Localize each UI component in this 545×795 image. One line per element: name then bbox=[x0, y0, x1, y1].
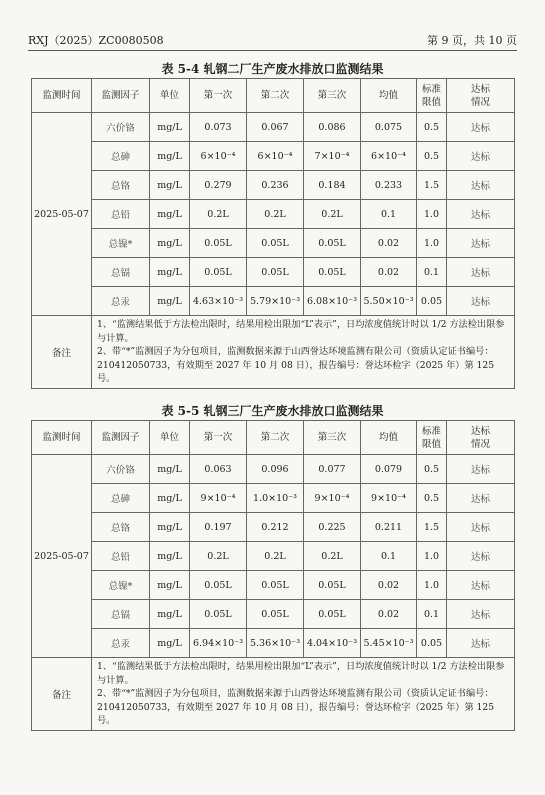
note-line-1: 1、“监测结果低于方法检出限时，结果用检出限加“L”表示”，日均浓度值统计时以 1/2 方法检出限参与计算。 bbox=[97, 319, 505, 344]
table-cell: 总镉 bbox=[92, 600, 150, 629]
column-header: 监测因子 bbox=[92, 421, 150, 455]
table-cell: 0.2L bbox=[304, 200, 361, 229]
table-cell: 0.5 bbox=[417, 142, 447, 171]
table-cell: 0.2L bbox=[247, 542, 304, 571]
table2-title: 表 5-5 轧钢三厂生产废水排放口监测结果 bbox=[161, 404, 384, 418]
table-cell: 总汞 bbox=[92, 629, 150, 658]
table-cell: 达标 bbox=[447, 113, 515, 142]
note-row bbox=[32, 316, 515, 389]
table-cell: 1.5 bbox=[417, 513, 447, 542]
note-row bbox=[32, 658, 515, 731]
table-cell: mg/L bbox=[150, 229, 190, 258]
table-cell: 0.1 bbox=[361, 200, 417, 229]
table-cell: 0.05L bbox=[304, 258, 361, 287]
table-cell: 达标 bbox=[447, 142, 515, 171]
table-cell: 0.184 bbox=[304, 171, 361, 200]
table-cell: 达标 bbox=[447, 629, 515, 658]
table-cell: 0.233 bbox=[361, 171, 417, 200]
table-cell: 0.05L bbox=[190, 600, 247, 629]
column-header: 均值 bbox=[361, 421, 417, 455]
table-cell: 0.5 bbox=[417, 484, 447, 513]
table-cell: 总镍* bbox=[92, 229, 150, 258]
column-header: 标准 限值 bbox=[417, 421, 447, 455]
table-cell: mg/L bbox=[150, 513, 190, 542]
table-cell: 0.5 bbox=[417, 113, 447, 142]
table-cell: 0.05L bbox=[247, 258, 304, 287]
table-cell: 0.225 bbox=[304, 513, 361, 542]
table-row bbox=[32, 287, 515, 316]
table-cell: 总铅 bbox=[92, 542, 150, 571]
table-cell: 9×10⁻⁴ bbox=[190, 484, 247, 513]
table-cell: mg/L bbox=[150, 200, 190, 229]
column-header: 单位 bbox=[150, 79, 190, 113]
report-number: RXJ（2025）ZC0080508 bbox=[28, 34, 164, 47]
monitoring-date: 2025-05-07 bbox=[32, 455, 92, 658]
table-cell: 达标 bbox=[447, 542, 515, 571]
table-row bbox=[32, 513, 515, 542]
table-cell: 6.08×10⁻³ bbox=[304, 287, 361, 316]
table-cell: 0.2L bbox=[304, 542, 361, 571]
table-cell: 0.05L bbox=[190, 258, 247, 287]
table-cell: 0.05L bbox=[304, 229, 361, 258]
table-cell: 达标 bbox=[447, 600, 515, 629]
table-cell: 达标 bbox=[447, 229, 515, 258]
table-cell: mg/L bbox=[150, 113, 190, 142]
table-cell: 0.05 bbox=[417, 287, 447, 316]
table-cell: 达标 bbox=[447, 200, 515, 229]
table-cell: 0.02 bbox=[361, 229, 417, 258]
table-row bbox=[32, 571, 515, 600]
table-cell: 5.45×10⁻³ bbox=[361, 629, 417, 658]
table1-title: 表 5-4 轧钢二厂生产废水排放口监测结果 bbox=[161, 62, 384, 76]
note-line-2: 2、带“*”监测因子为分包项目，监测数据来源于山西誉达环境监测有限公司（资质认定证书编号：210412050733，有效期至 2027 年 10 月 08 日），报告编号：誉达环检字（2025 年）第 125 号。 bbox=[97, 688, 495, 726]
table2 bbox=[31, 420, 515, 731]
column-header: 第一次 bbox=[190, 421, 247, 455]
table-cell: 0.5 bbox=[417, 455, 447, 484]
table-cell: 0.05L bbox=[247, 229, 304, 258]
note-label: 备注 bbox=[32, 658, 92, 731]
column-header: 监测时间 bbox=[32, 79, 92, 113]
table-cell: 0.077 bbox=[304, 455, 361, 484]
table-cell: 0.05L bbox=[190, 571, 247, 600]
table-cell: mg/L bbox=[150, 287, 190, 316]
table-cell: 1.5 bbox=[417, 171, 447, 200]
table-cell: 达标 bbox=[447, 287, 515, 316]
table-cell: 0.236 bbox=[247, 171, 304, 200]
column-header: 第三次 bbox=[304, 79, 361, 113]
table-cell: 0.096 bbox=[247, 455, 304, 484]
table-cell: mg/L bbox=[150, 455, 190, 484]
table-cell: 6×10⁻⁴ bbox=[361, 142, 417, 171]
column-header: 第二次 bbox=[247, 421, 304, 455]
table-cell: 达标 bbox=[447, 455, 515, 484]
table-cell: 6.94×10⁻³ bbox=[190, 629, 247, 658]
table-cell: 0.1 bbox=[417, 258, 447, 287]
table-cell: 0.05L bbox=[190, 229, 247, 258]
table-cell: 总镍* bbox=[92, 571, 150, 600]
table-cell: 0.279 bbox=[190, 171, 247, 200]
table-cell: 0.05L bbox=[304, 571, 361, 600]
table-row bbox=[32, 484, 515, 513]
table-row bbox=[32, 455, 515, 484]
table-cell: 0.02 bbox=[361, 571, 417, 600]
note-line-1: 1、“监测结果低于方法检出限时，结果用检出限加“L”表示”，日均浓度值统计时以 1/2 方法检出限参与计算。 bbox=[97, 661, 505, 686]
table-row bbox=[32, 600, 515, 629]
table-cell: 总镉 bbox=[92, 258, 150, 287]
table-row bbox=[32, 258, 515, 287]
column-header: 标准 限值 bbox=[417, 79, 447, 113]
table-row bbox=[32, 229, 515, 258]
table-cell: 9×10⁻⁴ bbox=[361, 484, 417, 513]
table-cell: 9×10⁻⁴ bbox=[304, 484, 361, 513]
column-header: 达标 情况 bbox=[447, 421, 515, 455]
table-row bbox=[32, 542, 515, 571]
column-header: 达标 情况 bbox=[447, 79, 515, 113]
table-cell: 六价铬 bbox=[92, 455, 150, 484]
table-cell: 0.079 bbox=[361, 455, 417, 484]
table-row bbox=[32, 113, 515, 142]
table-cell: 总铬 bbox=[92, 513, 150, 542]
table-cell: mg/L bbox=[150, 571, 190, 600]
table-cell: mg/L bbox=[150, 171, 190, 200]
table-cell: 总砷 bbox=[92, 142, 150, 171]
header-row bbox=[32, 421, 515, 455]
table-cell: 总铅 bbox=[92, 200, 150, 229]
table-cell: 1.0×10⁻³ bbox=[247, 484, 304, 513]
table-cell: 0.073 bbox=[190, 113, 247, 142]
table-cell: 0.02 bbox=[361, 258, 417, 287]
table-row bbox=[32, 142, 515, 171]
table-cell: 0.2L bbox=[247, 200, 304, 229]
note-text bbox=[92, 658, 515, 731]
table-cell: 0.067 bbox=[247, 113, 304, 142]
table1 bbox=[31, 78, 515, 389]
table-cell: mg/L bbox=[150, 600, 190, 629]
table-cell: 4.04×10⁻³ bbox=[304, 629, 361, 658]
table-cell: 6×10⁻⁴ bbox=[247, 142, 304, 171]
table-cell: 0.211 bbox=[361, 513, 417, 542]
table-cell: mg/L bbox=[150, 629, 190, 658]
table-cell: 0.05L bbox=[247, 600, 304, 629]
table-cell: 总铬 bbox=[92, 171, 150, 200]
page-header bbox=[28, 28, 517, 51]
table-cell: 0.1 bbox=[361, 542, 417, 571]
table-cell: 1.0 bbox=[417, 229, 447, 258]
table-cell: 达标 bbox=[447, 571, 515, 600]
table-cell: 1.0 bbox=[417, 542, 447, 571]
table-cell: 0.05L bbox=[247, 571, 304, 600]
table-cell: 0.05 bbox=[417, 629, 447, 658]
table-row bbox=[32, 171, 515, 200]
table-cell: 5.50×10⁻³ bbox=[361, 287, 417, 316]
column-header: 监测因子 bbox=[92, 79, 150, 113]
table-cell: 六价铬 bbox=[92, 113, 150, 142]
table-cell: 0.075 bbox=[361, 113, 417, 142]
table-cell: 达标 bbox=[447, 484, 515, 513]
table-cell: 0.212 bbox=[247, 513, 304, 542]
table-cell: 总砷 bbox=[92, 484, 150, 513]
column-header: 第一次 bbox=[190, 79, 247, 113]
table-cell: 0.197 bbox=[190, 513, 247, 542]
table-cell: 1.0 bbox=[417, 200, 447, 229]
table-cell: 5.79×10⁻³ bbox=[247, 287, 304, 316]
column-header: 第二次 bbox=[247, 79, 304, 113]
monitoring-date: 2025-05-07 bbox=[32, 113, 92, 316]
table-cell: 4.63×10⁻³ bbox=[190, 287, 247, 316]
header-row bbox=[32, 79, 515, 113]
column-header: 监测时间 bbox=[32, 421, 92, 455]
page-number: 第 9 页，共 10 页 bbox=[427, 34, 517, 47]
table-cell: mg/L bbox=[150, 258, 190, 287]
table-row bbox=[32, 629, 515, 658]
table-cell: 0.02 bbox=[361, 600, 417, 629]
table-cell: 6×10⁻⁴ bbox=[190, 142, 247, 171]
table-cell: 7×10⁻⁴ bbox=[304, 142, 361, 171]
table-cell: 总汞 bbox=[92, 287, 150, 316]
table-cell: 达标 bbox=[447, 171, 515, 200]
table-cell: mg/L bbox=[150, 542, 190, 571]
table-cell: 5.36×10⁻³ bbox=[247, 629, 304, 658]
column-header: 第三次 bbox=[304, 421, 361, 455]
table-cell: 达标 bbox=[447, 513, 515, 542]
table-cell: 0.2L bbox=[190, 542, 247, 571]
column-header: 均值 bbox=[361, 79, 417, 113]
table-cell: 0.1 bbox=[417, 600, 447, 629]
table-cell: mg/L bbox=[150, 142, 190, 171]
table-cell: 1.0 bbox=[417, 571, 447, 600]
table-row bbox=[32, 200, 515, 229]
table-cell: 0.2L bbox=[190, 200, 247, 229]
note-text bbox=[92, 316, 515, 389]
table-cell: mg/L bbox=[150, 484, 190, 513]
table-cell: 0.063 bbox=[190, 455, 247, 484]
table-cell: 达标 bbox=[447, 258, 515, 287]
table-cell: 0.05L bbox=[304, 600, 361, 629]
table-cell: 0.086 bbox=[304, 113, 361, 142]
note-line-2: 2、带“*”监测因子为分包项目，监测数据来源于山西誉达环境监测有限公司（资质认定证书编号：210412050733，有效期至 2027 年 10 月 08 日），报告编号：誉达环检字（2025 年）第 125 号。 bbox=[97, 346, 495, 384]
note-label: 备注 bbox=[32, 316, 92, 389]
column-header: 单位 bbox=[150, 421, 190, 455]
